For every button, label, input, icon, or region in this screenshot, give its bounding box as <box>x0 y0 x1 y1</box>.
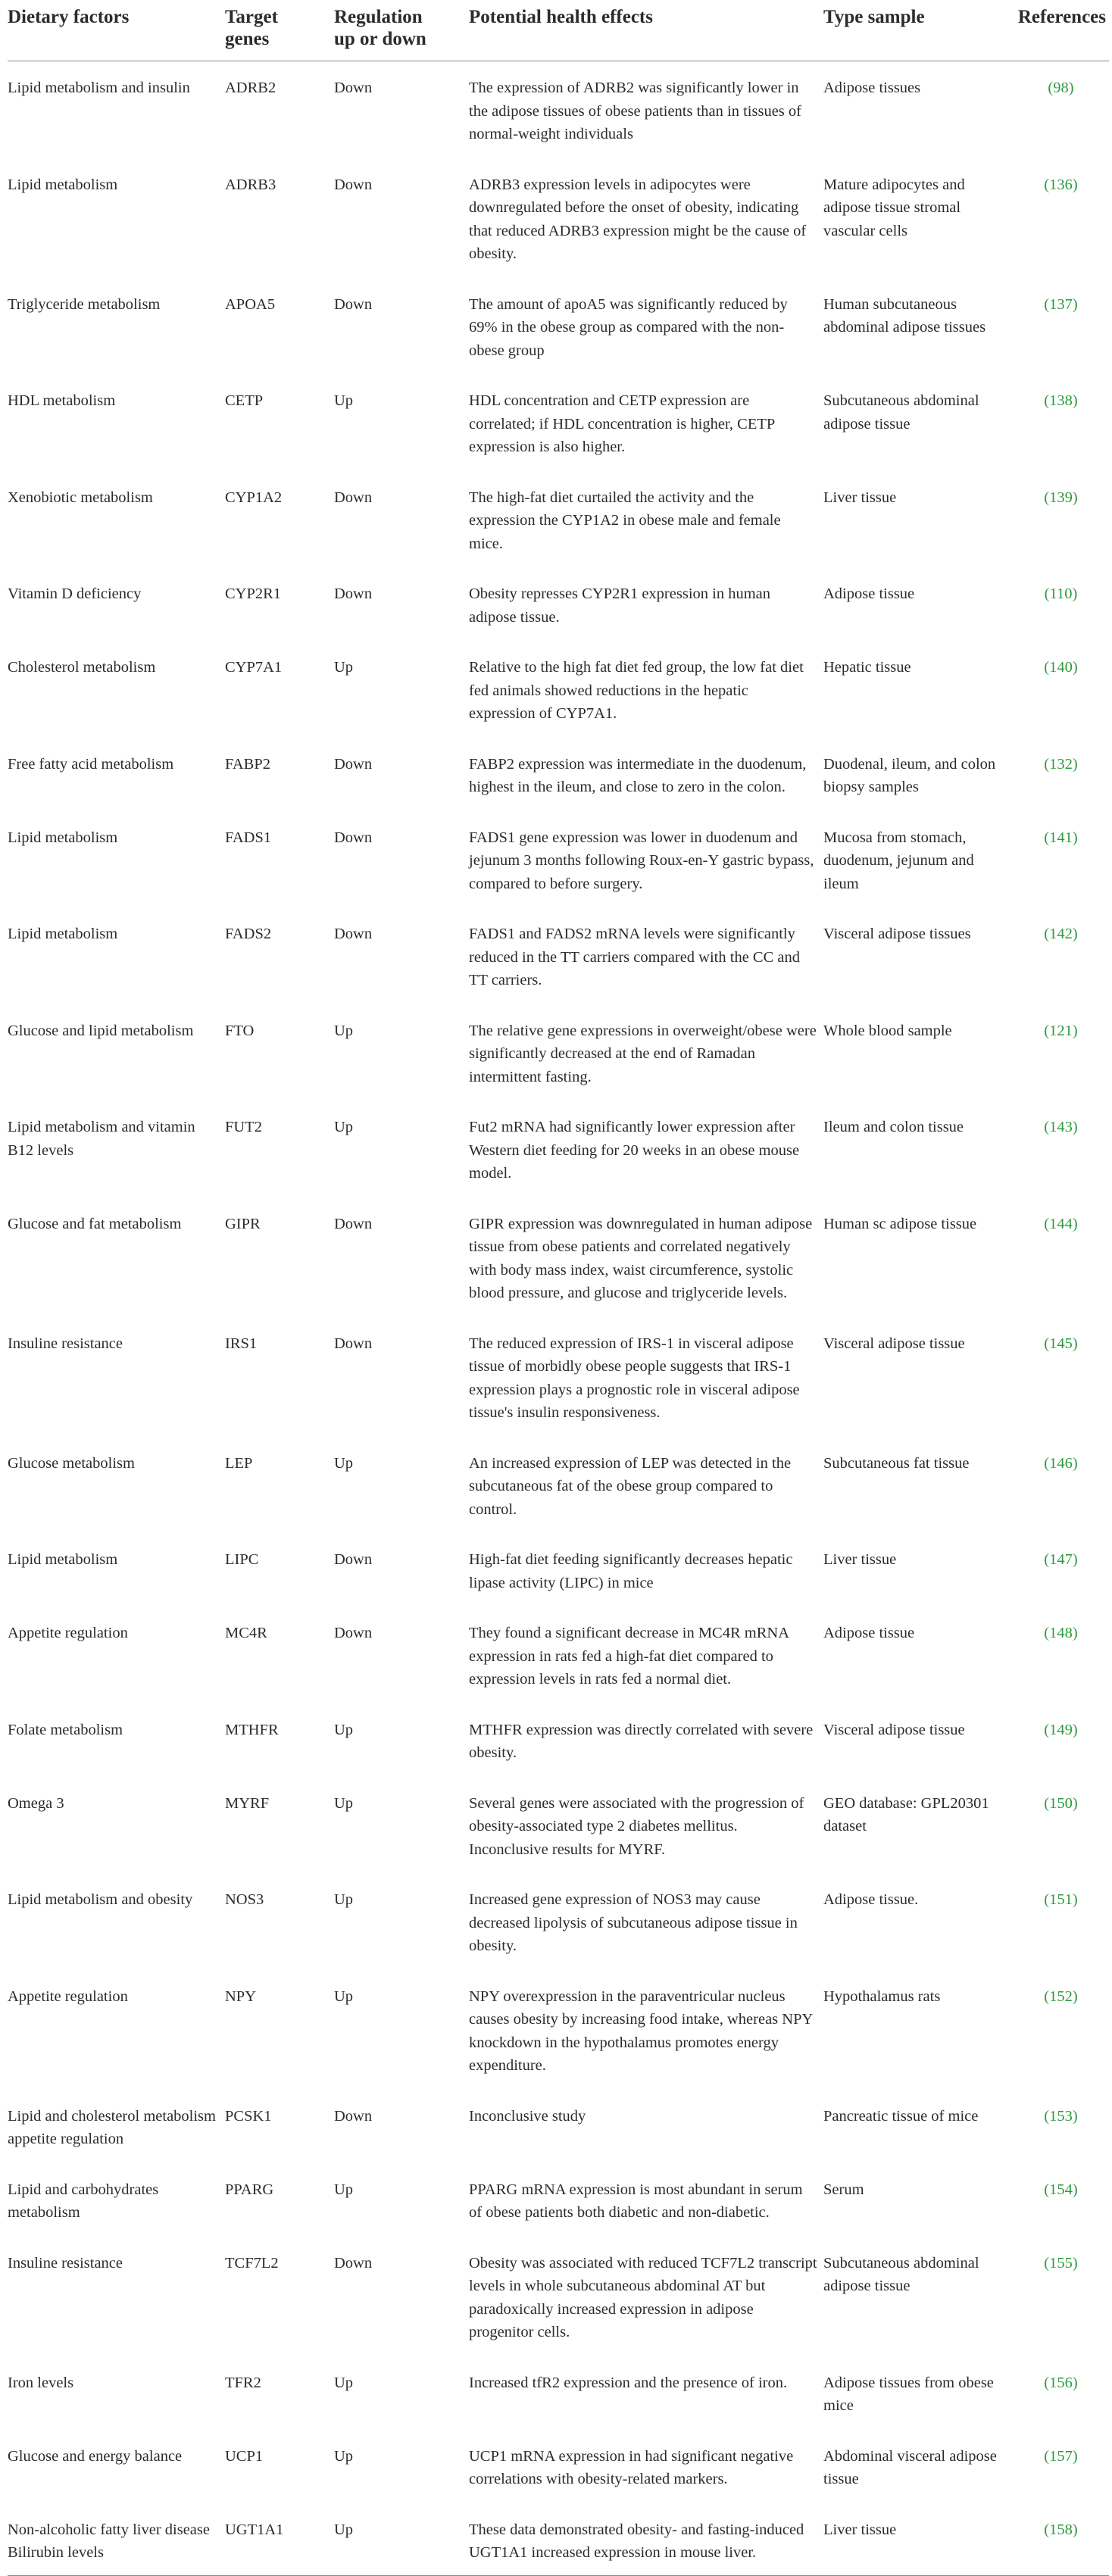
cell-reference <box>1013 2518 1109 2576</box>
reference-paren-open: ( <box>1044 1454 1050 1472</box>
reference-paren-close: ) <box>1072 659 1078 676</box>
cell-reference <box>1013 1792 1109 1889</box>
header-health-effects: Potential health effects <box>469 7 653 27</box>
cell-health-effect: The reduced expression of IRS-1 in visceral adipose tissue of morbidly obese people suggests that IRS-1 expression plays a prognostic role in visceral adipose tissue's insulin responsiveness. <box>469 1335 800 1421</box>
table-row <box>8 656 1109 753</box>
cell-dietary-factor: Appetite regulation <box>8 1625 128 1641</box>
cell-dietary-factor: Free fatty acid metabolism <box>8 755 174 773</box>
reference-paren-open: ( <box>1044 1215 1050 1232</box>
header-target-genes-line1: Target <box>225 7 278 27</box>
cell-type-sample: Subcutaneous fat tissue <box>823 1454 970 1472</box>
cell-target-gene: GIPR <box>225 1215 261 1232</box>
reference-paren-open: ( <box>1044 1551 1050 1568</box>
reference-paren-close: ) <box>1072 755 1078 773</box>
reference-paren-open: ( <box>1044 829 1050 846</box>
reference-paren-open: ( <box>1044 1119 1050 1135</box>
cell-regulation: Up <box>334 1794 354 1812</box>
cell-dietary-factor: Lipid metabolism <box>8 1551 118 1568</box>
cell-dietary-factor: Lipid metabolism and obesity <box>8 1891 193 1908</box>
cell-reference <box>1013 173 1109 293</box>
cell-health-effect: The amount of apoA5 was significantly reduced by 69% in the obese group as compared with the non-obese group <box>469 295 788 359</box>
cell-health-effect: These data demonstrated obesity- and fasting-induced UGT1A1 increased expression in mouse liver. <box>469 2521 804 2561</box>
cell-dietary-factor: Lipid and carbohydrates metabolism <box>8 2181 159 2221</box>
cell-dietary-factor: Glucose and fat metabolism <box>8 1215 182 1232</box>
table-row <box>8 2178 1109 2252</box>
reference-link[interactable]: 158 <box>1049 2521 1073 2538</box>
reference-link[interactable]: 121 <box>1049 1022 1073 1039</box>
reference-paren-close: ) <box>1072 1794 1078 1812</box>
reference-link[interactable]: 144 <box>1049 1215 1073 1232</box>
reference-link[interactable]: 150 <box>1049 1794 1073 1812</box>
cell-reference <box>1013 1213 1109 1332</box>
reference-paren-open: ( <box>1044 1721 1050 1738</box>
table-row <box>8 1116 1109 1213</box>
reference-paren-open: ( <box>1044 295 1050 313</box>
reference-link[interactable]: 147 <box>1049 1551 1073 1568</box>
cell-target-gene: LIPC <box>225 1551 259 1568</box>
cell-regulation: Up <box>334 2374 354 2391</box>
cell-target-gene: NPY <box>225 1987 257 2005</box>
header-regulation-line2: up or down <box>334 29 426 49</box>
cell-type-sample: Visceral adipose tissue <box>823 1335 965 1352</box>
cell-dietary-factor: Lipid metabolism and vitamin B12 levels <box>8 1119 195 1159</box>
cell-type-sample: Adipose tissue. <box>823 1891 919 1908</box>
cell-regulation: Down <box>334 1335 373 1352</box>
cell-dietary-factor: Xenobiotic metabolism <box>8 489 153 506</box>
cell-reference <box>1013 1452 1109 1549</box>
cell-regulation: Down <box>334 489 373 506</box>
cell-regulation: Down <box>334 926 373 942</box>
cell-reference <box>1013 1985 1109 2105</box>
cell-regulation: Up <box>334 2447 354 2465</box>
cell-type-sample: Subcutaneous abdominal adipose tissue <box>823 2254 979 2294</box>
cell-target-gene: IRS1 <box>225 1335 258 1352</box>
reference-paren-close: ) <box>1068 80 1074 96</box>
table-row <box>8 1019 1109 1116</box>
cell-target-gene: FADS2 <box>225 926 272 942</box>
cell-health-effect: PPARG mRNA expression is most abundant in serum of obese patients both diabetic and non-diabetic. <box>469 2181 803 2221</box>
cell-type-sample: Duodenal, ileum, and colon biopsy samples <box>823 755 996 795</box>
reference-paren-open: ( <box>1044 1022 1050 1039</box>
cell-target-gene: ADRB3 <box>225 176 276 193</box>
cell-reference <box>1013 656 1109 753</box>
cell-type-sample: Abdominal visceral adipose tissue <box>823 2447 997 2487</box>
cell-regulation: Up <box>334 2521 354 2538</box>
gene-expression-table <box>8 5 1109 2576</box>
reference-paren-open: ( <box>1044 2447 1050 2465</box>
cell-type-sample: Adipose tissue <box>823 585 915 602</box>
cell-reference <box>1013 2105 1109 2178</box>
reference-link[interactable]: 156 <box>1049 2374 1073 2391</box>
cell-dietary-factor: Non-alcoholic fatty liver disease Bilirubin levels <box>8 2521 210 2561</box>
cell-regulation: Down <box>334 1625 373 1641</box>
cell-health-effect: Obesity represses CYP2R1 expression in human adipose tissue. <box>469 585 770 626</box>
reference-paren-close: ) <box>1072 2254 1078 2272</box>
cell-dietary-factor: Iron levels <box>8 2374 74 2391</box>
cell-target-gene: LEP <box>225 1454 253 1472</box>
cell-type-sample: Subcutaneous abdominal adipose tissue <box>823 392 979 432</box>
cell-dietary-factor: Glucose and energy balance <box>8 2447 183 2465</box>
cell-reference <box>1013 1622 1109 1719</box>
reference-paren-open: ( <box>1044 2181 1050 2198</box>
table-row <box>8 1985 1109 2105</box>
cell-health-effect: UCP1 mRNA expression in had significant negative correlations with obesity-related markers. <box>469 2447 794 2487</box>
cell-type-sample: Visceral adipose tissues <box>823 926 971 942</box>
cell-type-sample: Liver tissue <box>823 1551 897 1568</box>
table-row <box>8 389 1109 486</box>
reference-link[interactable]: 137 <box>1049 295 1073 313</box>
reference-paren-open: ( <box>1044 659 1050 676</box>
reference-paren-close: ) <box>1072 2521 1078 2538</box>
cell-health-effect: High-fat diet feeding significantly decreases hepatic lipase activity (LIPC) in mice <box>469 1551 793 1591</box>
cell-health-effect: FADS1 gene expression was lower in duodenum and jejunum 3 months following Roux-en-Y gastric bypass, compared to before surgery. <box>469 829 814 892</box>
table-row <box>8 1332 1109 1452</box>
header-regulation-line1: Regulation <box>334 7 423 27</box>
table-row <box>8 923 1109 1019</box>
cell-dietary-factor: Lipid metabolism <box>8 926 118 942</box>
header-target-genes <box>225 5 334 61</box>
cell-reference <box>1013 826 1109 923</box>
reference-paren-close: ) <box>1072 1022 1078 1039</box>
cell-target-gene: NOS3 <box>225 1891 264 1908</box>
reference-paren-close: ) <box>1072 1215 1078 1232</box>
reference-link[interactable]: 98 <box>1053 80 1069 96</box>
table-body <box>8 61 1109 2576</box>
reference-link[interactable]: 145 <box>1049 1335 1073 1352</box>
reference-link[interactable]: 139 <box>1049 489 1073 506</box>
cell-type-sample: Visceral adipose tissue <box>823 1721 965 1738</box>
cell-type-sample: Adipose tissues from obese mice <box>823 2374 994 2414</box>
cell-health-effect: NPY overexpression in the paraventricular nucleus causes obesity by increasing food intake, whereas NPY knockdown in the hypothalamus promotes energy expenditure. <box>469 1987 813 2074</box>
cell-dietary-factor: Glucose and lipid metabolism <box>8 1022 194 1039</box>
cell-target-gene: FADS1 <box>225 829 272 846</box>
table-header <box>8 5 1109 61</box>
reference-paren-open: ( <box>1044 2107 1050 2125</box>
table-row <box>8 2371 1109 2445</box>
cell-type-sample: Serum <box>823 2181 864 2198</box>
cell-regulation: Up <box>334 1119 354 1135</box>
cell-health-effect: Inconclusive study <box>469 2107 586 2125</box>
table-row <box>8 826 1109 923</box>
table-row <box>8 1622 1109 1719</box>
cell-health-effect: GIPR expression was downregulated in human adipose tissue from obese patients and correlated negatively with body mass index, waist circumference, systolic blood pressure, and glucose and triglyceride levels. <box>469 1215 813 1301</box>
reference-paren-close: ) <box>1072 1551 1078 1568</box>
reference-link[interactable]: 140 <box>1049 659 1073 676</box>
cell-type-sample: Human sc adipose tissue <box>823 1215 977 1232</box>
reference-paren-close: ) <box>1072 2447 1078 2465</box>
cell-health-effect: Several genes were associated with the progression of obesity-associated type 2 diabetes mellitus. Inconclusive results for MYRF. <box>469 1794 804 1858</box>
header-target-genes-line2: genes <box>225 29 270 49</box>
reference-paren-open: ( <box>1044 2374 1050 2391</box>
cell-reference <box>1013 1548 1109 1622</box>
cell-regulation: Down <box>334 2107 373 2125</box>
cell-target-gene: UCP1 <box>225 2447 264 2465</box>
reference-paren-close: ) <box>1072 1987 1078 2005</box>
reference-paren-close: ) <box>1072 1721 1078 1738</box>
cell-health-effect: Fut2 mRNA had significantly lower expression after Western diet feeding for 20 weeks in an obese mouse model. <box>469 1119 800 1182</box>
cell-regulation: Down <box>334 1551 373 1568</box>
reference-link[interactable]: 155 <box>1049 2254 1073 2272</box>
reference-link[interactable]: 136 <box>1049 176 1073 193</box>
cell-health-effect: FABP2 expression was intermediate in the duodenum, highest in the ileum, and close to zero in the colon. <box>469 755 807 795</box>
cell-dietary-factor: Appetite regulation <box>8 1987 128 2005</box>
cell-dietary-factor: Glucose metabolism <box>8 1454 135 1472</box>
reference-link[interactable]: 132 <box>1049 755 1073 773</box>
cell-target-gene: CYP1A2 <box>225 489 283 506</box>
cell-reference <box>1013 2252 1109 2371</box>
reference-link[interactable]: 142 <box>1049 926 1073 942</box>
cell-regulation: Down <box>334 829 373 846</box>
cell-type-sample: Adipose tissues <box>823 80 921 96</box>
reference-paren-close: ) <box>1072 1454 1078 1472</box>
cell-reference <box>1013 582 1109 656</box>
reference-paren-open: ( <box>1044 1794 1050 1812</box>
reference-paren-open: ( <box>1044 176 1050 193</box>
cell-health-effect: The high-fat diet curtailed the activity and the expression the CYP1A2 in obese male and female mice. <box>469 489 781 552</box>
reference-paren-open: ( <box>1048 80 1054 96</box>
cell-regulation: Down <box>334 585 373 602</box>
cell-reference <box>1013 1719 1109 1792</box>
reference-link[interactable]: 149 <box>1049 1721 1073 1738</box>
cell-regulation: Up <box>334 659 354 676</box>
cell-target-gene: FABP2 <box>225 755 271 773</box>
reference-paren-close: ) <box>1072 829 1078 846</box>
table-row <box>8 2445 1109 2518</box>
reference-paren-open: ( <box>1044 755 1050 773</box>
cell-reference <box>1013 486 1109 583</box>
cell-type-sample: Pancreatic tissue of mice <box>823 2107 979 2125</box>
cell-reference <box>1013 923 1109 1019</box>
cell-regulation: Up <box>334 1721 354 1738</box>
reference-paren-open: ( <box>1044 585 1050 602</box>
reference-paren-open: ( <box>1044 489 1050 506</box>
cell-dietary-factor: Insuline resistance <box>8 2254 123 2272</box>
cell-regulation: Up <box>334 392 354 409</box>
cell-dietary-factor: HDL metabolism <box>8 392 116 409</box>
reference-paren-close: ) <box>1072 489 1078 506</box>
cell-regulation: Down <box>334 1215 373 1232</box>
cell-reference <box>1013 2371 1109 2445</box>
reference-link[interactable]: 157 <box>1049 2447 1073 2465</box>
header-references: References <box>1017 7 1106 27</box>
cell-target-gene: PPARG <box>225 2181 274 2198</box>
cell-reference <box>1013 1888 1109 1985</box>
cell-reference <box>1013 1332 1109 1452</box>
cell-regulation: Up <box>334 1987 354 2005</box>
table-row <box>8 2252 1109 2371</box>
reference-paren-open: ( <box>1044 1987 1050 2005</box>
cell-health-effect: The expression of ADRB2 was significantly lower in the adipose tissues of obese patients than in tissues of normal-weight individuals <box>469 80 801 142</box>
reference-link[interactable]: 148 <box>1049 1625 1073 1641</box>
cell-target-gene: APOA5 <box>225 295 276 313</box>
cell-target-gene: CETP <box>225 392 264 409</box>
cell-type-sample: GEO database: GPL20301 dataset <box>823 1794 989 1834</box>
table-row <box>8 1888 1109 1985</box>
cell-regulation: Up <box>334 1454 354 1472</box>
reference-link[interactable]: 152 <box>1049 1987 1073 2005</box>
cell-dietary-factor: Lipid and cholesterol metabolism appetite regulation <box>8 2107 216 2147</box>
table-row <box>8 1452 1109 1549</box>
header-dietary-factors: Dietary factors <box>8 7 130 27</box>
cell-reference <box>1013 2445 1109 2518</box>
reference-paren-close: ) <box>1072 176 1078 193</box>
reference-link[interactable]: 154 <box>1049 2181 1073 2198</box>
reference-paren-close: ) <box>1072 2181 1078 2198</box>
cell-type-sample: Liver tissue <box>823 2521 897 2538</box>
cell-type-sample: Human subcutaneous abdominal adipose tissues <box>823 295 986 336</box>
cell-type-sample: Hypothalamus rats <box>823 1987 941 2005</box>
reference-link[interactable]: 110 <box>1049 585 1073 602</box>
reference-paren-open: ( <box>1044 1625 1050 1641</box>
table-row <box>8 173 1109 293</box>
table-row <box>8 2105 1109 2178</box>
cell-health-effect: ADRB3 expression levels in adipocytes were downregulated before the onset of obesity, indicating that reduced ADRB3 expression might be the cause of obesity. <box>469 176 807 262</box>
table-row <box>8 582 1109 656</box>
cell-health-effect: They found a significant decrease in MC4R mRNA expression in rats fed a high-fat diet compared to expression levels in rats fed a normal diet. <box>469 1625 789 1688</box>
cell-regulation: Up <box>334 2181 354 2198</box>
cell-health-effect: Increased tfR2 expression and the presence of iron. <box>469 2374 788 2391</box>
cell-type-sample: Hepatic tissue <box>823 659 911 676</box>
cell-regulation: Down <box>334 80 373 96</box>
reference-link[interactable]: 143 <box>1049 1119 1073 1135</box>
reference-paren-close: ) <box>1072 1625 1078 1641</box>
cell-type-sample: Mature adipocytes and adipose tissue stromal vascular cells <box>823 176 965 239</box>
cell-reference <box>1013 1019 1109 1116</box>
cell-target-gene: UGT1A1 <box>225 2521 284 2538</box>
cell-dietary-factor: Cholesterol metabolism <box>8 659 156 676</box>
reference-paren-close: ) <box>1072 585 1078 602</box>
cell-dietary-factor: Lipid metabolism and insulin <box>8 80 190 96</box>
header-regulation <box>334 5 469 61</box>
cell-health-effect: MTHFR expression was directly correlated with severe obesity. <box>469 1721 814 1761</box>
table-row <box>8 1213 1109 1332</box>
cell-type-sample: Ileum and colon tissue <box>823 1119 964 1135</box>
cell-dietary-factor: Vitamin D deficiency <box>8 585 142 602</box>
cell-dietary-factor: Triglyceride metabolism <box>8 295 161 313</box>
reference-paren-close: ) <box>1072 392 1078 409</box>
table-row <box>8 1548 1109 1622</box>
reference-paren-open: ( <box>1044 1891 1050 1908</box>
cell-reference <box>1013 753 1109 826</box>
reference-paren-close: ) <box>1072 926 1078 942</box>
reference-paren-close: ) <box>1072 1119 1078 1135</box>
reference-paren-open: ( <box>1044 1335 1050 1352</box>
cell-health-effect: HDL concentration and CETP expression are correlated; if HDL concentration is higher, CETP expression is also higher. <box>469 392 775 455</box>
cell-health-effect: Obesity was associated with reduced TCF7L2 transcript levels in whole subcutaneous abdominal AT but paradoxically increased expression in adipose progenitor cells. <box>469 2254 817 2340</box>
cell-target-gene: FUT2 <box>225 1119 262 1135</box>
cell-health-effect: Increased gene expression of NOS3 may cause decreased lipolysis of subcutaneous adipose tissue in obesity. <box>469 1891 798 1954</box>
cell-reference <box>1013 2178 1109 2252</box>
cell-dietary-factor: Lipid metabolism <box>8 829 118 846</box>
reference-link[interactable]: 141 <box>1049 829 1073 846</box>
cell-dietary-factor: Insuline resistance <box>8 1335 123 1352</box>
reference-paren-close: ) <box>1072 1335 1078 1352</box>
reference-link[interactable]: 138 <box>1049 392 1073 409</box>
cell-target-gene: MC4R <box>225 1625 267 1641</box>
reference-paren-open: ( <box>1044 2521 1050 2538</box>
cell-regulation: Down <box>334 176 373 193</box>
table-row <box>8 486 1109 583</box>
reference-paren-open: ( <box>1044 392 1050 409</box>
cell-health-effect: FADS1 and FADS2 mRNA levels were significantly reduced in the TT carriers compared with the CC and TT carriers. <box>469 926 800 988</box>
table-row <box>8 1792 1109 1889</box>
reference-paren-close: ) <box>1072 295 1078 313</box>
cell-health-effect: The relative gene expressions in overweight/obese were significantly decreased at the end of Ramadan intermittent fasting. <box>469 1022 817 1085</box>
cell-type-sample: Liver tissue <box>823 489 897 506</box>
cell-reference <box>1013 1116 1109 1213</box>
cell-reference <box>1013 293 1109 390</box>
table-row <box>8 1719 1109 1792</box>
reference-paren-close: ) <box>1072 2374 1078 2391</box>
reference-link[interactable]: 146 <box>1049 1454 1073 1472</box>
cell-dietary-factor: Omega 3 <box>8 1794 64 1812</box>
cell-target-gene: MTHFR <box>225 1721 279 1738</box>
cell-regulation: Up <box>334 1022 354 1039</box>
reference-paren-close: ) <box>1072 2107 1078 2125</box>
cell-health-effect: Relative to the high fat diet fed group, the low fat diet fed animals showed reductions in the hepatic expression of CYP7A1. <box>469 659 804 722</box>
reference-link[interactable]: 153 <box>1049 2107 1073 2125</box>
cell-regulation: Up <box>334 1891 354 1908</box>
reference-paren-open: ( <box>1044 2254 1050 2272</box>
table-row <box>8 61 1109 173</box>
reference-paren-open: ( <box>1044 926 1050 942</box>
cell-type-sample: Whole blood sample <box>823 1022 952 1039</box>
cell-target-gene: CYP2R1 <box>225 585 282 602</box>
cell-target-gene: MYRF <box>225 1794 270 1812</box>
cell-target-gene: TCF7L2 <box>225 2254 279 2272</box>
cell-target-gene: PCSK1 <box>225 2107 272 2125</box>
table-row <box>8 293 1109 390</box>
cell-target-gene: ADRB2 <box>225 80 276 96</box>
cell-dietary-factor: Folate metabolism <box>8 1721 123 1738</box>
table-row <box>8 2518 1109 2576</box>
cell-health-effect: An increased expression of LEP was detected in the subcutaneous fat of the obese group compared to control. <box>469 1454 792 1518</box>
cell-regulation: Down <box>334 2254 373 2272</box>
cell-dietary-factor: Lipid metabolism <box>8 176 118 193</box>
reference-link[interactable]: 151 <box>1049 1891 1073 1908</box>
cell-regulation: Down <box>334 755 373 773</box>
header-type-sample: Type sample <box>823 7 925 27</box>
reference-paren-close: ) <box>1072 1891 1078 1908</box>
cell-type-sample: Mucosa from stomach, duodenum, jejunum and ileum <box>823 829 974 892</box>
table-row <box>8 753 1109 826</box>
cell-reference <box>1013 389 1109 486</box>
cell-target-gene: CYP7A1 <box>225 659 283 676</box>
cell-type-sample: Adipose tissue <box>823 1625 915 1641</box>
cell-reference <box>1013 61 1109 173</box>
cell-regulation: Down <box>334 295 373 313</box>
cell-target-gene: FTO <box>225 1022 255 1039</box>
cell-target-gene: TFR2 <box>225 2374 261 2391</box>
